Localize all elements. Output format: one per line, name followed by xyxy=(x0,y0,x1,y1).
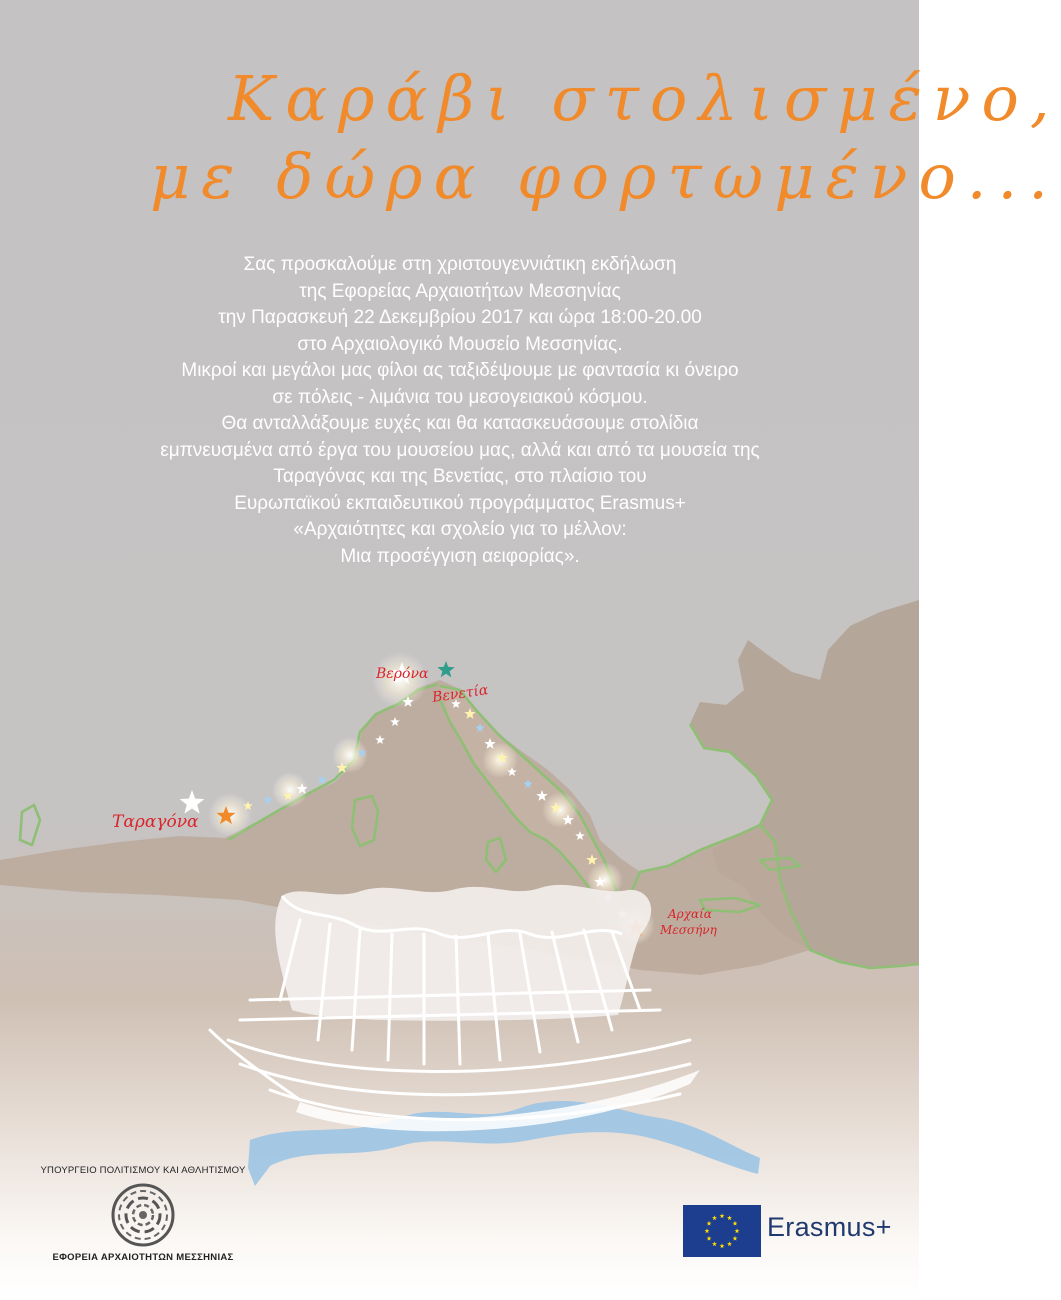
ephorate-name: ΕΦΟΡΕΙΑ ΑΡΧΑΙΟΤΗΤΩΝ ΜΕΣΣΗΝΙΑΣ xyxy=(52,1252,234,1263)
ship-illustration xyxy=(210,885,700,1131)
title-line-1: Καράβι στολισμένο, xyxy=(228,62,1061,135)
invitation-text xyxy=(110,252,810,570)
invitation-line: σε πόλεις - λιμάνια του μεσογειακού κόσμου. xyxy=(272,386,648,408)
invitation-line: στο Αρχαιολογικό Μουσείο Μεσσηνίας. xyxy=(297,333,623,355)
star-icon xyxy=(263,795,273,804)
star-icon xyxy=(180,790,205,814)
invitation-line: Σας προσκαλούμε στη χριστουγεννιάτικη εκδήλωση xyxy=(243,254,677,275)
ministry-name: ΥΠΟΥΡΓΕΙΟ ΠΟΛΙΤΙΣΜΟΥ ΚΑΙ ΑΘΛΗΤΙΣΜΟΥ xyxy=(40,1165,246,1176)
map-label-tarragona: Ταραγόνα xyxy=(112,812,199,832)
invitation-line: Μικροί και μεγάλοι μας φίλοι ας ταξιδέψουμε με φαντασία κι όνειρο xyxy=(181,360,739,381)
invitation-line: την Παρασκευή 22 Δεκεμβρίου 2017 και ώρα 18:00-20.00 xyxy=(218,307,702,328)
invitation-line: Ευρωπαϊκού εκπαιδευτικού προγράμματος Erasmus+ xyxy=(234,492,686,514)
invitation-line: «Αρχαιότητες και σχολείο για το μέλλον: xyxy=(293,519,627,540)
eu-flag-icon xyxy=(683,1205,761,1257)
map-label-ancient-messene-2: Μεσσήνη xyxy=(660,923,717,937)
invitation-line: της Εφορείας Αρχαιοτήτων Μεσσηνίας xyxy=(299,280,621,302)
star-icon xyxy=(437,661,454,677)
invitation-line: Θα ανταλλάξουμε ευχές και θα κατασκευάσουμε στολίδια xyxy=(221,413,699,434)
invitation-line: Μια προσέγγιση αειφορίας». xyxy=(340,545,580,567)
meander-emblem-icon xyxy=(110,1182,176,1248)
invitation-line: εμπνευσμένα από έργα του μουσείου μας, αλλά και από τα μουσεία της xyxy=(160,439,760,461)
title-line-2: με δώρα φορτωμένο... xyxy=(150,140,1059,213)
map-label-verona: Βερόνα xyxy=(376,666,429,682)
erasmus-plus-label: Erasmus+ xyxy=(767,1212,892,1242)
ministry-block xyxy=(28,1165,258,1263)
map-label-venice: Βενετία xyxy=(431,682,490,706)
map-label-ancient-messene-1: Αρχαία xyxy=(668,907,712,921)
star-icon xyxy=(317,775,327,784)
invitation-line: Ταραγόνας και της Βενετίας, στο πλαίσιο του xyxy=(273,466,647,487)
